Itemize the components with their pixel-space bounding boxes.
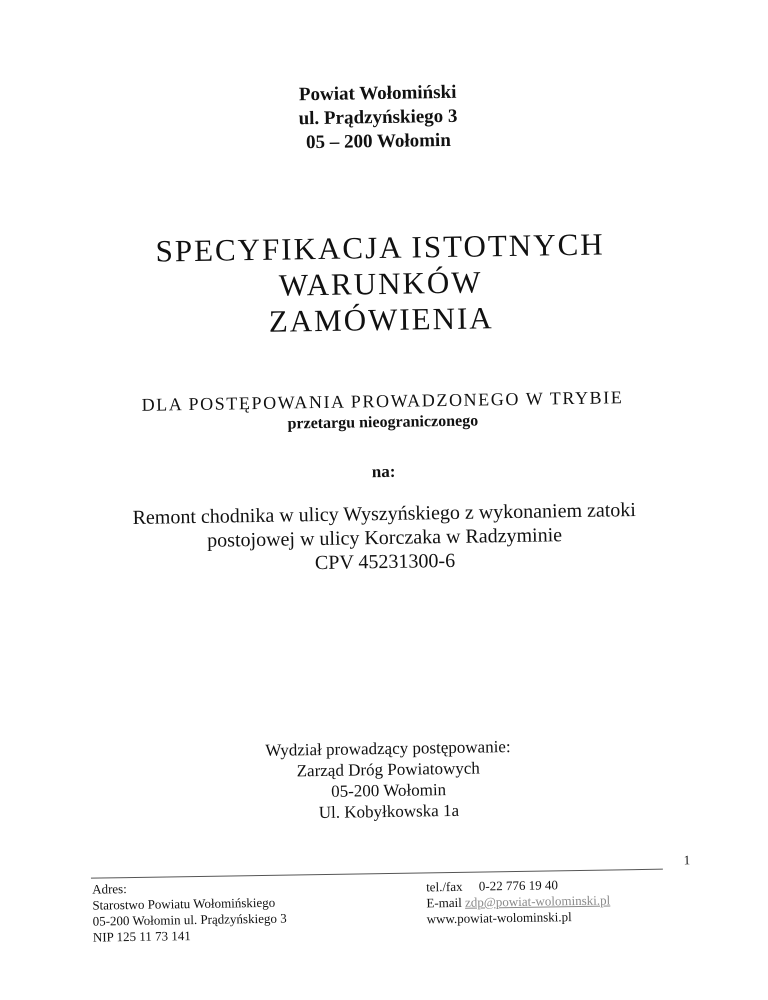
phone-label: tel./fax: [426, 878, 463, 895]
address-label: Adres:: [92, 881, 127, 897]
address-line-1: Starostwo Powiatu Wołomińskiego: [92, 894, 276, 913]
title-line-1: SPECYFIKACJA ISTOTNYCH: [155, 226, 605, 269]
issuer-city: 05 – 200 Wołomin: [305, 129, 451, 154]
title-line-3: ZAMÓWIENIA: [268, 300, 494, 339]
address-line-2: 05-200 Wołomin ul. Prądzyńskiego 3: [92, 910, 287, 929]
website-link[interactable]: www.powiat-wolominski.pl: [426, 909, 572, 927]
procedure-type: przetargu nieograniczonego: [287, 412, 479, 433]
page-number: 1: [683, 852, 691, 868]
footer-address: [92, 879, 287, 946]
cpv-code: CPV 45231300-6: [314, 549, 456, 575]
department-name: Zarząd Dróg Powiatowych: [296, 758, 480, 781]
issuer-header: [0, 76, 763, 160]
procedure-na-label: na:: [371, 461, 396, 482]
department-street: Ul. Kobyłkowska 1a: [318, 800, 460, 823]
document-title: [0, 224, 765, 344]
email-link[interactable]: zdp@powiat-wolominski.pl: [464, 892, 611, 910]
department-label: Wydział prowadzący postępowanie:: [265, 737, 511, 760]
phone-number: 0-22 776 19 40: [478, 877, 559, 894]
department-city: 05-200 Wołomin: [330, 780, 447, 801]
issuer-name: Powiat Wołomiński: [298, 81, 457, 106]
procedure-heading: DLA POSTĘPOWANIA PROWADZONEGO W TRYBIE: [141, 387, 624, 415]
footer-contact: [426, 876, 611, 927]
order-subject: [0, 496, 768, 580]
procedure-mode: [0, 384, 767, 440]
subject-line-2: postojowej w ulicy Korczaka w Radzyminie: [207, 524, 563, 552]
title-line-2: WARUNKÓW: [278, 264, 483, 303]
email-label: E-mail: [426, 894, 462, 911]
department-info: [4, 732, 768, 828]
email-row: [426, 892, 610, 911]
issuer-street: ul. Prądzyńskiego 3: [298, 105, 458, 130]
address-nip: NIP 125 11 73 141: [92, 928, 191, 945]
subject-line-1: Remont chodnika w ulicy Wyszyńskiego z wykonaniem zatoki: [132, 499, 637, 529]
